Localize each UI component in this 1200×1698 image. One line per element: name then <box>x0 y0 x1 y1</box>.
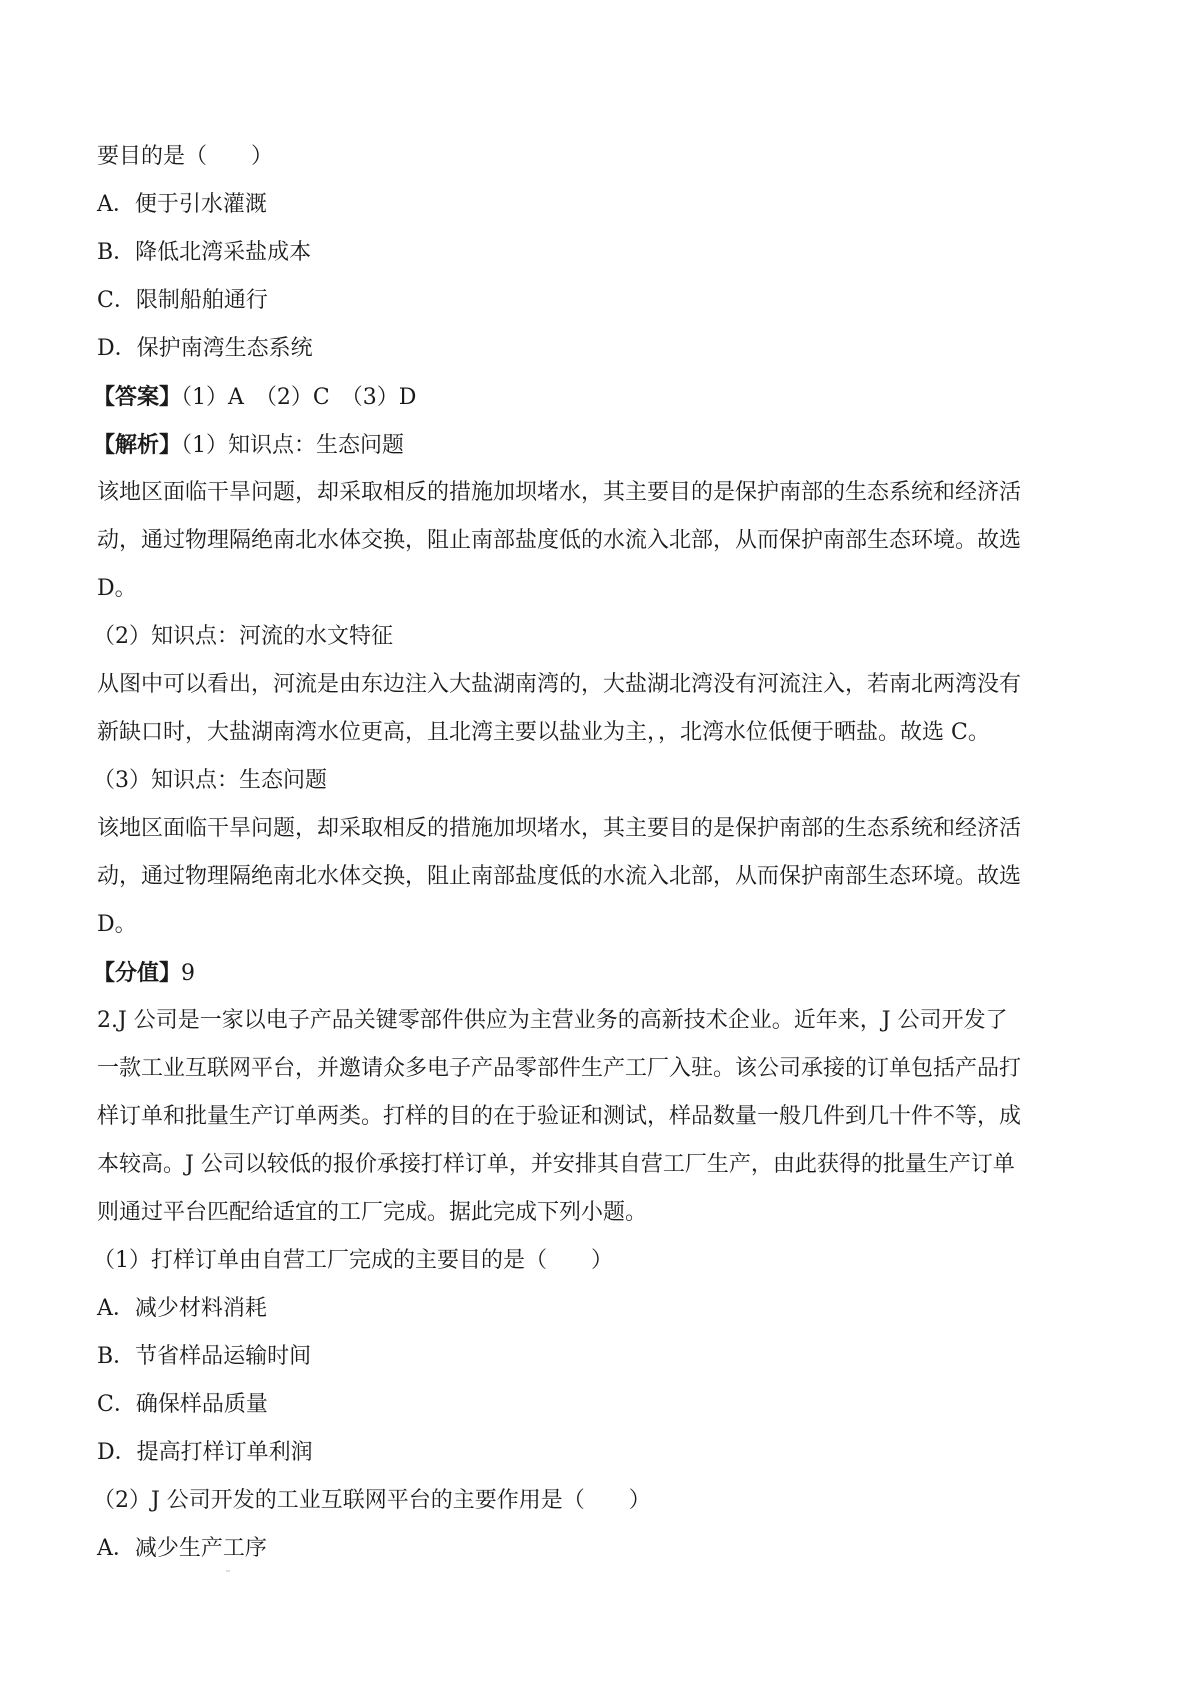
question2-stem-line: 一款工业互联网平台，并邀请众多电子产品零部件生产工厂入驻。该公司承接的订单包括产品打 <box>97 1056 1022 1081</box>
score-label: 【分值】 <box>93 960 182 986</box>
sub-question-2: （2）J 公司开发的工业互联网平台的主要作用是（ ） <box>93 1488 651 1513</box>
question2-stem-line: 本较高。J 公司以较低的报价承接打样订单，并安排其自营工厂生产，由此获得的批量生产订单 <box>97 1152 1015 1177</box>
analysis-p2-line: 新缺口时，大盐湖南湾水位更高，且北湾主要以盐业为主，，北湾水位低便于晒盐。故选 C。 <box>97 720 990 745</box>
analysis-p3-line: D。 <box>97 912 137 937</box>
question-stem-end: 要目的是（ ） <box>97 144 274 169</box>
answer-label: 【答案】 <box>93 384 182 410</box>
sub1-option-c: C．确保样品质量 <box>97 1392 268 1417</box>
option-d: D．保护南湾生态系统 <box>97 336 313 361</box>
analysis-p3-line: 动，通过物理隔绝南北水体交换，阻止南部盐度低的水流入北部，从而保护南部生态环境。故选 <box>97 864 1022 889</box>
score-value: 9 <box>181 961 196 986</box>
sub-question-1: （1）打样订单由自营工厂完成的主要目的是（ ） <box>93 1248 613 1273</box>
question2-stem-line: 则通过平台匹配给适宜的工厂完成。据此完成下列小题。 <box>97 1200 648 1225</box>
scan-speck <box>226 1570 230 1572</box>
answer-value: （1）A （2）C （3）D <box>181 385 417 410</box>
answer-line <box>93 373 1107 421</box>
analysis-p3-line: 该地区面临干旱问题，却采取相反的措施加坝堵水，其主要目的是保护南部的生态系统和经济活 <box>97 816 1022 841</box>
analysis-line <box>93 421 1107 469</box>
question2-stem-line: 2.J 公司是一家以电子产品关键零部件供应为主营业务的高新技术企业。近年来，J 公司开发了 <box>97 1008 1008 1033</box>
analysis-p2-heading: （2）知识点：河流的水文特征 <box>93 624 393 649</box>
analysis-p3-heading: （3）知识点：生态问题 <box>93 768 327 793</box>
sub1-option-a: A．减少材料消耗 <box>97 1296 267 1321</box>
analysis-p1-line: 动，通过物理隔绝南北水体交换，阻止南部盐度低的水流入北部，从而保护南部生态环境。故选 <box>97 528 1022 553</box>
analysis-p1-line: D。 <box>97 576 137 601</box>
sub1-option-b: B．节省样品运输时间 <box>97 1344 312 1369</box>
sub2-option-a: A．减少生产工序 <box>97 1536 267 1561</box>
analysis-label: 【解析】 <box>93 432 182 458</box>
score-line <box>93 949 1107 997</box>
question2-stem-line: 样订单和批量生产订单两类。打样的目的在于验证和测试，样品数量一般几件到几十件不等，成 <box>97 1104 1022 1129</box>
analysis-p1-line: 该地区面临干旱问题，却采取相反的措施加坝堵水，其主要目的是保护南部的生态系统和经济活 <box>97 480 1022 505</box>
option-a: A．便于引水灌溉 <box>97 192 267 217</box>
analysis-p2-line: 从图中可以看出，河流是由东边注入大盐湖南湾的，大盐湖北湾没有河流注入，若南北两湾没有 <box>97 672 1022 697</box>
sub1-option-d: D．提高打样订单利润 <box>97 1440 313 1465</box>
option-c: C．限制船舶通行 <box>97 288 268 313</box>
option-b: B．降低北湾采盐成本 <box>97 240 312 265</box>
analysis-p1-heading: （1）知识点：生态问题 <box>181 433 405 458</box>
page-content <box>93 133 1107 1573</box>
